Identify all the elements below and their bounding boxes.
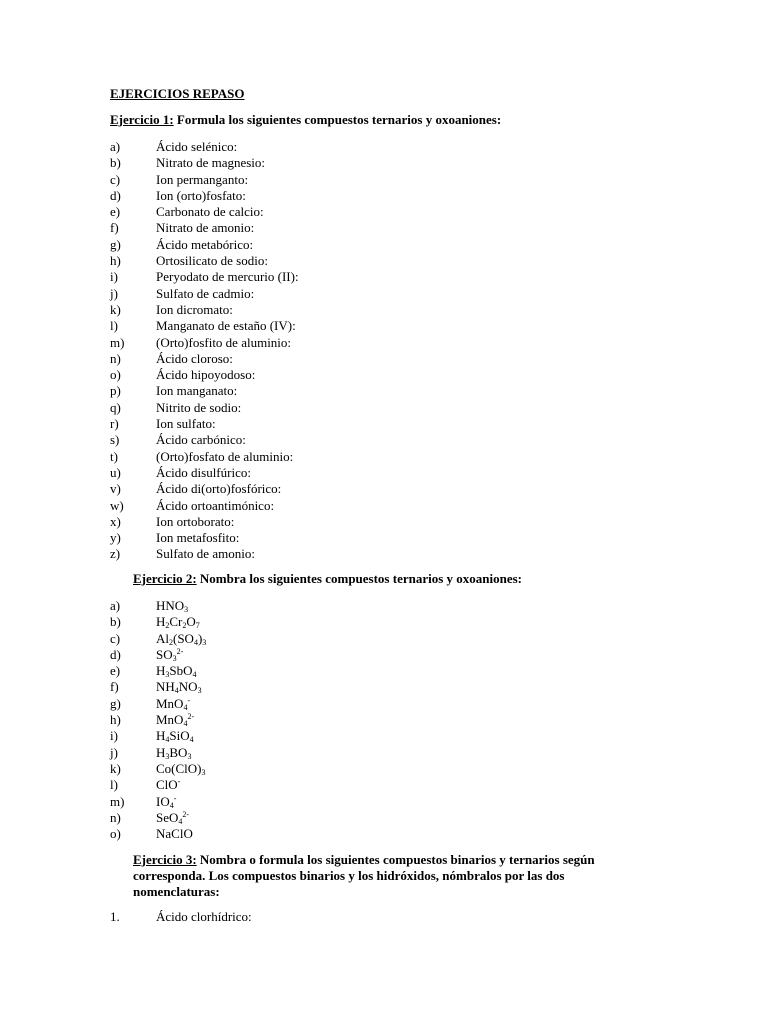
item-text: Ácido cloroso: xyxy=(156,350,233,366)
formula-part: BO xyxy=(169,744,188,760)
formula-part: 3 xyxy=(165,670,170,680)
item-text: Ion manganato: xyxy=(156,383,238,399)
formula-part: 2 xyxy=(169,637,173,647)
exercise-3-label: Ejercicio 3: xyxy=(133,852,197,867)
list-item xyxy=(110,204,299,220)
list-item xyxy=(110,416,299,432)
formula-part: O xyxy=(186,614,196,630)
formula-part: 3 xyxy=(202,637,207,647)
formula xyxy=(156,826,193,841)
list-marker: s) xyxy=(110,432,120,448)
list-marker: i) xyxy=(110,728,118,744)
formula xyxy=(156,647,183,662)
list-item xyxy=(110,155,299,171)
list-marker: y) xyxy=(110,530,121,546)
formula-part: NO xyxy=(178,679,198,695)
list-item xyxy=(110,728,206,744)
list-marker: e) xyxy=(110,663,121,679)
list-marker: 1. xyxy=(110,909,120,924)
list-item xyxy=(110,909,252,925)
list-marker: f) xyxy=(110,679,119,695)
item-text: Ácido clorhídrico: xyxy=(156,909,252,924)
list-item xyxy=(110,188,299,204)
formula-part: 4 xyxy=(189,735,194,745)
list-item xyxy=(110,465,299,481)
item-text: Ácido ortoantimónico: xyxy=(156,497,275,513)
list-marker: q) xyxy=(110,399,121,415)
formula-part: 3 xyxy=(201,767,206,777)
list-marker: m) xyxy=(110,793,125,809)
item-text: Nitrato de magnesio: xyxy=(156,155,266,171)
list-item xyxy=(110,631,206,647)
formula xyxy=(156,679,202,694)
list-item xyxy=(110,286,299,302)
formula-part: 3 xyxy=(187,751,192,761)
list-item xyxy=(110,794,206,810)
exercise-1-text: Formula los siguientes compuestos ternarios y oxoaniones: xyxy=(173,112,502,127)
formula-part: 4 xyxy=(183,719,188,729)
item-text: Ácido carbónico: xyxy=(156,432,246,448)
list-item xyxy=(110,481,299,497)
item-text: (Orto)fosfito de aluminio: xyxy=(156,334,292,350)
formula-part: 4 xyxy=(174,686,179,696)
list-marker: l) xyxy=(110,318,118,334)
formula-part: Cr xyxy=(169,614,183,630)
item-text: Ortosilicato de sodio: xyxy=(156,253,268,269)
list-item xyxy=(110,139,299,155)
list-item xyxy=(110,546,299,562)
list-item xyxy=(110,302,299,318)
list-item xyxy=(110,679,206,695)
formula-part: HNO xyxy=(156,598,185,613)
item-text: Nitrato de amonio: xyxy=(156,220,255,236)
formula-part: SO xyxy=(156,646,173,662)
list-item xyxy=(110,530,299,546)
list-marker: g) xyxy=(110,236,121,252)
formula xyxy=(156,598,188,613)
list-marker: l) xyxy=(110,777,118,793)
formula xyxy=(156,728,194,743)
formula-part: 2 xyxy=(182,621,187,631)
item-text: Carbonato de calcio: xyxy=(156,204,264,220)
list-marker: z) xyxy=(110,546,121,562)
list-item xyxy=(110,696,206,712)
list-marker: o) xyxy=(110,367,121,383)
formula-part: 2- xyxy=(176,646,184,656)
item-text: Ion (orto)fosfato: xyxy=(156,187,246,203)
list-marker: r) xyxy=(110,416,119,432)
exercise-1-heading xyxy=(110,112,501,128)
list-marker: m) xyxy=(110,334,125,350)
formula-part: SeO xyxy=(156,809,179,825)
formula-part: 7 xyxy=(195,621,200,631)
list-item xyxy=(110,383,299,399)
formula-part: 4 xyxy=(192,670,197,680)
formula-part: Co(ClO) xyxy=(156,760,202,776)
formula xyxy=(156,696,190,711)
list-marker: d) xyxy=(110,646,121,662)
list-item xyxy=(110,745,206,761)
formula-part: 3 xyxy=(165,751,170,761)
item-text: Ion permanganto: xyxy=(156,171,249,187)
formula xyxy=(156,663,197,678)
formula-part: MnO xyxy=(156,695,184,711)
list-item xyxy=(110,351,299,367)
formula-part: 4 xyxy=(169,800,174,810)
formula-part: - xyxy=(177,777,181,787)
list-item xyxy=(110,810,206,826)
list-marker: c) xyxy=(110,171,121,187)
exercise-1-label: Ejercicio 1: xyxy=(110,112,174,127)
list-item xyxy=(110,432,299,448)
formula-part: H xyxy=(156,744,166,760)
list-marker: h) xyxy=(110,253,121,269)
list-item xyxy=(110,269,299,285)
formula-part: IO xyxy=(156,793,170,809)
list-marker: x) xyxy=(110,513,121,529)
formula xyxy=(156,745,191,760)
list-marker: n) xyxy=(110,809,121,825)
list-item xyxy=(110,335,299,351)
list-marker: a) xyxy=(110,139,121,154)
formula-part: ClO xyxy=(156,777,178,793)
list-item xyxy=(110,318,299,334)
list-marker: j) xyxy=(110,744,118,760)
list-marker: i) xyxy=(110,269,118,285)
formula-part: MnO xyxy=(156,712,184,728)
list-marker: h) xyxy=(110,712,121,728)
list-item xyxy=(110,614,206,630)
item-text: Nitrito de sodio: xyxy=(156,399,242,415)
exercise-2-label: Ejercicio 2: xyxy=(133,571,197,586)
list-marker: g) xyxy=(110,695,121,711)
list-item xyxy=(110,826,206,842)
formula-part: 3 xyxy=(172,653,177,663)
list-item xyxy=(110,172,299,188)
formula xyxy=(156,614,200,629)
list-marker: e) xyxy=(110,204,121,220)
formula-part: 4 xyxy=(178,816,183,826)
exercise-2-heading xyxy=(133,571,522,587)
list-marker: j) xyxy=(110,285,118,301)
list-marker: o) xyxy=(110,826,121,842)
list-marker: p) xyxy=(110,383,121,399)
formula xyxy=(156,810,189,825)
list-marker: t) xyxy=(110,448,118,464)
exercise-2-list xyxy=(110,598,206,842)
list-item xyxy=(110,449,299,465)
formula-part: NH xyxy=(156,679,175,695)
item-text: (Orto)fosfato de aluminio: xyxy=(156,448,294,464)
exercise-1-list xyxy=(110,139,299,563)
list-item xyxy=(110,647,206,663)
item-text: Ion metafosfito: xyxy=(156,530,240,546)
exercise-2-text: Nombra los siguientes compuestos ternarios y oxoaniones: xyxy=(196,571,523,586)
formula-part: SiO xyxy=(169,728,190,744)
document-title: EJERCICIOS REPASO xyxy=(110,86,245,101)
list-item xyxy=(110,498,299,514)
list-item xyxy=(110,761,206,777)
formula xyxy=(156,761,206,776)
item-text: Ion sulfato: xyxy=(156,416,216,432)
item-text: Peryodato de mercurio (II): xyxy=(156,269,299,285)
formula-part: NaClO xyxy=(156,826,193,842)
exercise-3-heading xyxy=(133,852,653,900)
list-item xyxy=(110,712,206,728)
list-item xyxy=(110,514,299,530)
list-marker: n) xyxy=(110,350,121,366)
list-marker: d) xyxy=(110,187,121,203)
formula-part: - xyxy=(173,793,177,803)
formula-part: 2- xyxy=(182,809,190,819)
formula-part: (SO xyxy=(173,630,194,646)
list-item xyxy=(110,367,299,383)
list-item xyxy=(110,400,299,416)
exercise-3-list xyxy=(110,909,252,925)
list-marker: k) xyxy=(110,760,121,776)
formula-part: 2- xyxy=(187,712,195,722)
formula-part: 4 xyxy=(193,637,198,647)
formula xyxy=(156,777,180,792)
formula-part: 2 xyxy=(165,621,170,631)
list-item xyxy=(110,598,206,614)
formula-part: - xyxy=(187,695,191,705)
list-marker: b) xyxy=(110,155,121,171)
formula-part: Al xyxy=(156,630,169,646)
list-item xyxy=(110,220,299,236)
list-marker: a) xyxy=(110,598,121,613)
item-text: Ion ortoborato: xyxy=(156,513,235,529)
list-marker: u) xyxy=(110,464,121,480)
formula xyxy=(156,712,194,727)
item-text: Ion dicromato: xyxy=(156,301,233,317)
item-text: Ácido metabórico: xyxy=(156,236,254,252)
item-text: Ácido selénico: xyxy=(156,139,238,154)
item-text: Ácido hipoyodoso: xyxy=(156,367,256,383)
list-marker: b) xyxy=(110,614,121,630)
list-marker: f) xyxy=(110,220,119,236)
formula xyxy=(156,794,176,809)
exercise-3-text: Nombra o formula los siguientes compuestos binarios y ternarios según corresponda. Los compuestos binarios y los hidróxidos, nómbralos por las dos nomenclaturas: xyxy=(133,852,595,899)
item-text: Manganato de estaño (IV): xyxy=(156,318,296,334)
list-marker: w) xyxy=(110,497,124,513)
formula-part: 4 xyxy=(183,702,188,712)
list-item xyxy=(110,663,206,679)
formula-part: 3 xyxy=(197,686,202,696)
list-item xyxy=(110,777,206,793)
formula-part: SbO xyxy=(169,663,193,679)
list-marker: v) xyxy=(110,481,121,497)
list-item xyxy=(110,253,299,269)
formula-part: H xyxy=(156,663,166,679)
formula-part: ) xyxy=(197,630,203,646)
formula-part: H xyxy=(156,728,166,744)
formula xyxy=(156,631,206,646)
list-marker: c) xyxy=(110,630,121,646)
item-text: Sulfato de amonio: xyxy=(156,546,255,562)
list-marker: k) xyxy=(110,301,121,317)
item-text: Ácido disulfúrico: xyxy=(156,464,251,480)
item-text: Sulfato de cadmio: xyxy=(156,285,255,301)
list-item xyxy=(110,237,299,253)
formula-part: 4 xyxy=(165,735,170,745)
formula-part: H xyxy=(156,614,166,630)
formula-part: 3 xyxy=(184,605,189,614)
item-text: Ácido di(orto)fosfórico: xyxy=(156,481,282,497)
